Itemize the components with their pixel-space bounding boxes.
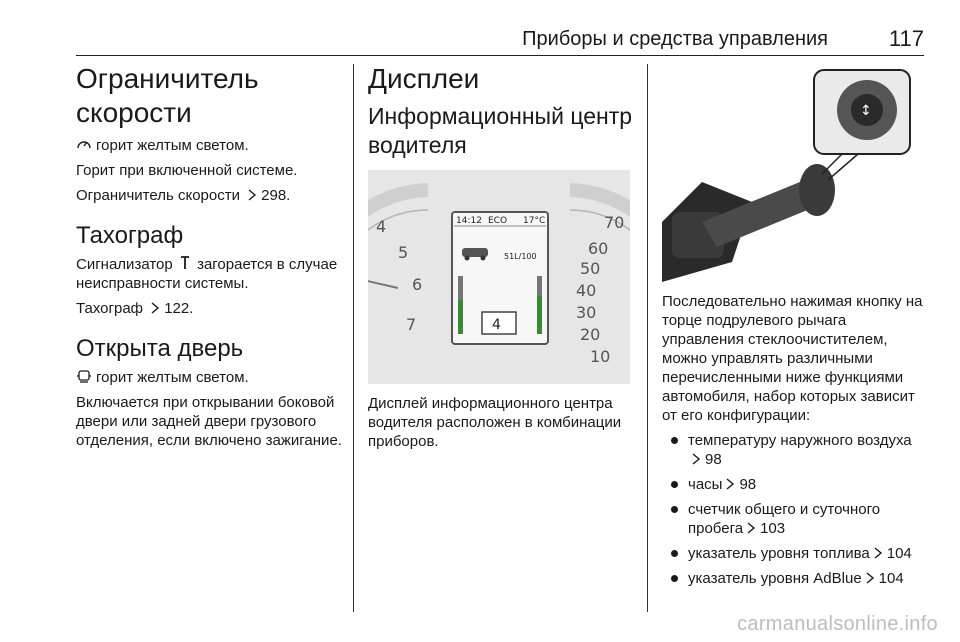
page-ref-arrow-icon: [150, 301, 160, 315]
list-item[interactable]: температуру наружного воздуха98: [662, 431, 924, 469]
page-ref-arrow-icon: [873, 546, 883, 560]
heading-speed-limiter: Ограничитель скорости: [76, 63, 259, 128]
speed-limiter-ref[interactable]: Ограничитель скорости 298.: [76, 187, 291, 204]
list-item[interactable]: счетчик общего и суточного пробега 103: [662, 500, 924, 538]
wiper-stalk-image: [662, 62, 924, 282]
tachograph-text: Сигнализатор загорается в случае неисправности системы.: [76, 256, 338, 292]
column-middle: [368, 62, 640, 457]
list-item[interactable]: указатель уровня топлива 104: [662, 544, 924, 563]
speed-limiter-text: горит желтым светом.: [76, 136, 346, 155]
heading-door-open: Открыта дверь: [76, 335, 244, 362]
watermark: carmanualsonline.info: [737, 613, 938, 635]
speed-limiter-text-2: Горит при включенной системе.: [76, 162, 298, 179]
display-time: 14:12: [456, 216, 482, 226]
page-ref-arrow-icon: [691, 452, 701, 466]
column-right: [662, 62, 924, 594]
heading-driver-info-center: Информационный центр водителя: [368, 103, 633, 158]
column-left: [76, 62, 346, 456]
display-gear: 4: [492, 317, 501, 333]
page-ref-arrow-icon: [746, 521, 756, 535]
door-open-icon: [76, 368, 92, 384]
tachograph-icon: [180, 255, 190, 271]
door-open-text-2: Включается при открывании боковой двери или задней двери грузового отделения, если включено зажигание.: [76, 394, 342, 449]
function-list: [662, 431, 924, 588]
display-temp: 17°C: [523, 216, 546, 226]
display-caption: Дисплей информационного центра водителя расположен в комбинации приборов.: [368, 395, 622, 450]
svg-text:6: 6: [412, 275, 423, 294]
page-ref-arrow-icon: [247, 188, 257, 202]
svg-text:60: 60: [588, 239, 609, 258]
page-header: [76, 24, 924, 56]
svg-text:50: 50: [580, 259, 601, 278]
list-item[interactable]: часы 98: [662, 475, 924, 494]
header-title: Приборы и средства управления: [522, 28, 828, 50]
heading-tachograph: Тахограф: [76, 222, 184, 249]
display-range: 51L/100: [504, 252, 537, 261]
svg-text:70: 70: [604, 213, 625, 232]
column-divider-1: [353, 64, 354, 612]
door-open-text: горит желтым светом.: [76, 368, 346, 387]
page-ref-arrow-icon: [865, 571, 875, 585]
stalk-intro: Последовательно нажимая кнопку на торце подрулевого рычага управления стеклоочистителем, можно управлять различными перечисленными ниже функциями автомобиля, набор которых зависит от его конфигурации:: [662, 293, 923, 424]
display-mode: ECO: [488, 216, 508, 226]
page-number: 117: [888, 26, 924, 51]
list-item[interactable]: указатель уровня AdBlue 104: [662, 569, 924, 588]
svg-text:20: 20: [580, 325, 601, 344]
tachograph-ref[interactable]: Тахограф 122.: [76, 300, 194, 317]
svg-text:40: 40: [576, 281, 597, 300]
svg-text:30: 30: [576, 303, 597, 322]
page-ref-arrow-icon: [725, 477, 735, 491]
svg-text:10: 10: [590, 347, 611, 366]
speed-limiter-icon: [76, 136, 92, 152]
instrument-cluster-image: [368, 170, 630, 384]
heading-displays: Дисплеи: [368, 63, 480, 94]
svg-text:↕: ↕: [860, 103, 872, 119]
svg-text:5: 5: [398, 243, 409, 262]
svg-text:4: 4: [376, 217, 387, 236]
svg-text:7: 7: [406, 315, 417, 334]
column-divider-2: [647, 64, 648, 612]
